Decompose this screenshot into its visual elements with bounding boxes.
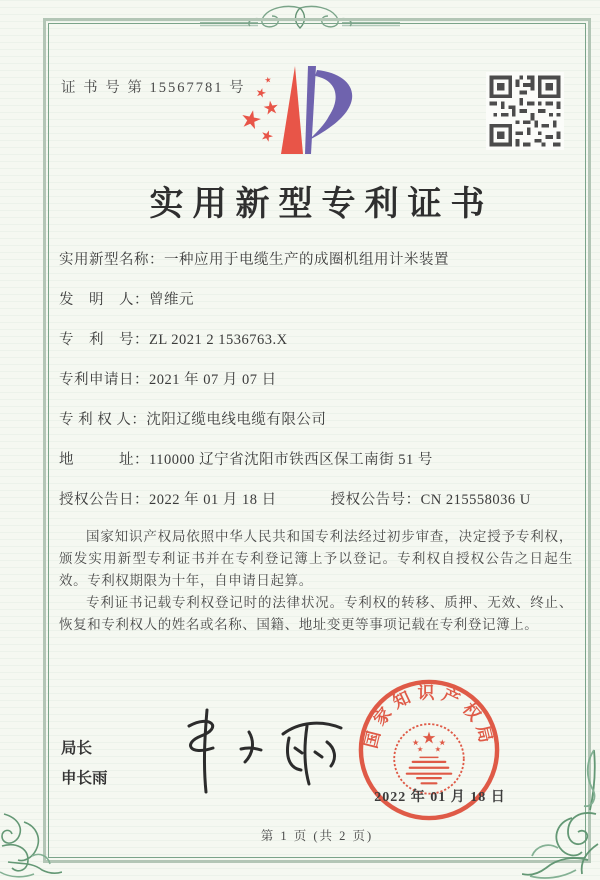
field-row-address	[59, 452, 571, 469]
page-title: 实用新型专利证书	[149, 186, 494, 223]
field-value: 一种应用于电缆生产的成圈机组用计米装置	[164, 252, 449, 268]
officer-block	[61, 734, 108, 794]
field-label: 专 利 号：	[59, 332, 149, 348]
officer-name: 申长雨	[61, 770, 108, 787]
field-row-patentee	[59, 412, 571, 429]
field-label: 专利申请日：	[59, 372, 149, 388]
field-value: ZL 2021 2 1536763.X	[149, 332, 288, 348]
seal-date: 2022 年 01 月 18 日	[374, 790, 506, 805]
grant-number	[331, 492, 531, 509]
field-row-name	[59, 252, 571, 269]
body-paragraph-1: 国家知识产权局依照中华人民共和国专利法经过初步审查，决定授予专利权，颁发实用新型专利证书并在专利登记簿上予以登记。专利权自授权公告之日起生效。专利权期限为十年，自申请日起算。	[59, 529, 573, 588]
field-value: 2021 年 07 月 07 日	[149, 372, 277, 388]
field-label: 授权公告日：	[59, 492, 149, 508]
signature-image-icon	[145, 704, 385, 799]
page-footer: 第 1 页 (共 2 页)	[260, 829, 374, 843]
field-value: 2022 年 01 月 18 日	[149, 492, 277, 508]
field-value: 沈阳辽缆电线电缆有限公司	[146, 412, 327, 428]
qr-code-icon	[486, 72, 564, 150]
field-value: 110000 辽宁省沈阳市铁西区保工南街 51 号	[149, 452, 433, 468]
field-label: 实用新型名称：	[59, 252, 164, 268]
field-row-patent-number	[59, 332, 571, 349]
officer-title: 局长	[61, 740, 93, 757]
field-label: 专 利 权 人：	[59, 412, 147, 428]
field-label: 地 址：	[59, 452, 149, 468]
certificate-number: 证 书 号 第 15567781 号	[61, 80, 246, 96]
legal-text	[59, 526, 573, 636]
field-row-grant	[59, 492, 571, 509]
field-label: 授权公告号：	[330, 492, 421, 508]
field-row-filing-date	[59, 372, 571, 389]
grant-date	[59, 492, 277, 509]
field-label: 发 明 人：	[59, 292, 149, 308]
certificate-border	[48, 23, 586, 858]
seal-text: 国家知识产权局	[361, 683, 497, 751]
field-list	[59, 252, 571, 532]
field-value: CN 215558036 U	[420, 492, 531, 508]
field-value: 曾维元	[149, 292, 194, 308]
field-row-inventor	[59, 292, 571, 309]
cnipa-logo-icon	[225, 58, 385, 168]
body-paragraph-2: 专利证书记载专利权登记时的法律状况。专利权的转移、质押、无效、终止、恢复和专利权人的姓名或名称、国籍、地址变更等事项记载在专利登记簿上。	[59, 595, 573, 632]
